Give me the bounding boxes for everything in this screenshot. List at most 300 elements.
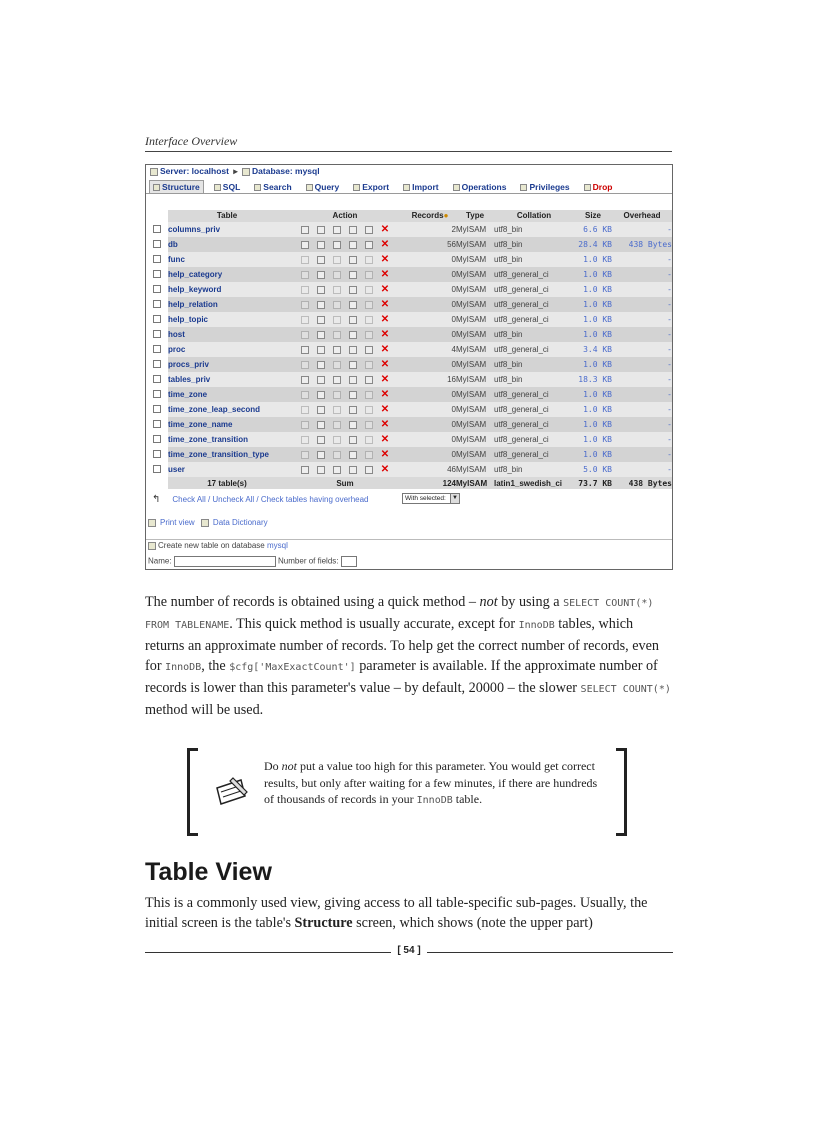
row-actions [286, 282, 404, 297]
collation-cell: utf8_general_ci [494, 312, 574, 327]
search-icon[interactable] [333, 361, 341, 369]
records-cell: 16 [404, 372, 456, 387]
row-actions [286, 372, 404, 387]
row-actions [286, 222, 404, 237]
row-checkbox[interactable] [153, 345, 161, 353]
row-checkbox[interactable] [153, 285, 161, 293]
records-cell: 4 [404, 342, 456, 357]
size-cell[interactable]: 5.0 KB [574, 462, 612, 477]
row-actions [286, 387, 404, 402]
col-table[interactable]: Table [168, 210, 286, 222]
table-row [146, 387, 672, 402]
size-cell[interactable]: 1.0 KB [574, 447, 612, 462]
size-cell[interactable]: 1.0 KB [574, 417, 612, 432]
insert-icon[interactable] [349, 421, 357, 429]
size-cell[interactable]: 1.0 KB [574, 297, 612, 312]
collation-cell: utf8_general_ci [494, 297, 574, 312]
type-cell: MyISAM [456, 312, 494, 327]
empty-icon[interactable] [365, 286, 373, 294]
row-actions [286, 417, 404, 432]
help-icon[interactable]: ● [443, 211, 449, 220]
structure-icon[interactable] [317, 241, 325, 249]
browse-icon[interactable] [301, 436, 309, 444]
drop-icon[interactable]: ✕ [380, 358, 390, 370]
empty-icon[interactable] [365, 256, 373, 264]
collation-cell: utf8_general_ci [494, 432, 574, 447]
search-icon[interactable] [333, 331, 341, 339]
overhead-cell: - [612, 282, 672, 297]
type-cell: MyISAM [456, 282, 494, 297]
name-label: Name: [148, 556, 172, 566]
utility-links [148, 518, 272, 527]
breadcrumb-separator-icon: ▸ [233, 166, 238, 176]
size-cell[interactable]: 1.0 KB [574, 267, 612, 282]
table-name-link[interactable]: proc [168, 342, 286, 357]
row-checkbox[interactable] [153, 375, 161, 383]
tables-list [146, 210, 672, 489]
dictionary-icon [201, 519, 209, 527]
overhead-cell: - [612, 342, 672, 357]
note-box [187, 748, 627, 834]
table-row [146, 222, 672, 237]
col-records: Records● [404, 210, 456, 222]
row-checkbox[interactable] [153, 465, 161, 473]
browse-icon[interactable] [301, 256, 309, 264]
col-size: Size [574, 210, 612, 222]
insert-icon[interactable] [349, 316, 357, 324]
insert-icon[interactable] [349, 256, 357, 264]
tab-sql[interactable]: SQL [210, 180, 244, 193]
type-cell: MyISAM [456, 372, 494, 387]
overhead-cell: 438 Bytes [612, 237, 672, 252]
create-table-db[interactable]: mysql [266, 541, 288, 550]
tab-import[interactable]: Import [399, 180, 442, 193]
search-icon[interactable] [333, 466, 341, 474]
structure-icon[interactable] [317, 271, 325, 279]
size-cell[interactable]: 1.0 KB [574, 282, 612, 297]
table-row [146, 432, 672, 447]
structure-icon[interactable] [317, 346, 325, 354]
table-name-link[interactable]: func [168, 252, 286, 267]
row-checkbox[interactable] [153, 390, 161, 398]
search-icon[interactable] [333, 451, 341, 459]
search-icon[interactable] [333, 226, 341, 234]
sum-records: 124 [404, 477, 456, 489]
create-table-fieldset [146, 539, 672, 570]
export-icon [353, 184, 360, 191]
type-cell: MyISAM [456, 327, 494, 342]
overhead-cell: - [612, 252, 672, 267]
browse-icon[interactable] [301, 361, 309, 369]
check-all-links[interactable]: Check All / Uncheck All / Check tables having overhead [172, 495, 369, 504]
note-pencil-icon [211, 772, 249, 808]
empty-icon[interactable] [365, 451, 373, 459]
insert-icon[interactable] [349, 286, 357, 294]
sql-icon [214, 184, 221, 191]
overhead-cell: - [612, 402, 672, 417]
row-actions [286, 342, 404, 357]
size-cell[interactable]: 1.0 KB [574, 387, 612, 402]
table-name-link[interactable]: time_zone_transition [168, 432, 286, 447]
empty-icon[interactable] [365, 376, 373, 384]
drop-icon[interactable]: ✕ [380, 433, 390, 445]
drop-icon[interactable]: ✕ [380, 343, 390, 355]
collation-cell: utf8_general_ci [494, 402, 574, 417]
structure-icon[interactable] [317, 451, 325, 459]
row-actions [286, 312, 404, 327]
drop-icon[interactable]: ✕ [380, 403, 390, 415]
table-row [146, 462, 672, 477]
table-name-link[interactable]: help_relation [168, 297, 286, 312]
table-name-link[interactable]: db [168, 237, 286, 252]
insert-icon[interactable] [349, 361, 357, 369]
size-cell[interactable]: 18.3 KB [574, 372, 612, 387]
row-checkbox[interactable] [153, 450, 161, 458]
type-cell: MyISAM [456, 252, 494, 267]
empty-icon[interactable] [365, 226, 373, 234]
insert-icon[interactable] [349, 241, 357, 249]
structure-icon[interactable] [317, 316, 325, 324]
breadcrumb-database[interactable]: Database: mysql [252, 166, 320, 176]
table-count: 17 table(s) [168, 477, 286, 489]
note-text: Do not put a value too high for this parameter. You would get correct results, but only after waiting for a few minutes, if there are hundreds of thousands of records in your InnoDB table. [264, 759, 598, 806]
drop-icon[interactable]: ✕ [380, 298, 390, 310]
table-row [146, 402, 672, 417]
structure-icon[interactable] [317, 286, 325, 294]
records-cell: 0 [404, 387, 456, 402]
browse-icon[interactable] [301, 376, 309, 384]
sum-overhead: 438 Bytes [612, 477, 672, 489]
table-name-input[interactable] [174, 556, 276, 567]
collation-cell: utf8_general_ci [494, 282, 574, 297]
browse-icon[interactable] [301, 451, 309, 459]
empty-icon[interactable] [365, 271, 373, 279]
drop-icon[interactable]: ✕ [380, 253, 390, 265]
table-name-link[interactable]: tables_priv [168, 372, 286, 387]
overhead-cell: - [612, 432, 672, 447]
row-actions [286, 237, 404, 252]
insert-icon[interactable] [349, 451, 357, 459]
overhead-cell: - [612, 267, 672, 282]
overhead-cell: - [612, 372, 672, 387]
row-actions [286, 267, 404, 282]
table-name-link[interactable]: time_zone [168, 387, 286, 402]
empty-icon[interactable] [365, 346, 373, 354]
type-cell: MyISAM [456, 222, 494, 237]
structure-icon[interactable] [317, 361, 325, 369]
overhead-cell: - [612, 387, 672, 402]
insert-icon[interactable] [349, 391, 357, 399]
row-actions [286, 252, 404, 267]
tab-privileges[interactable]: Privileges [516, 180, 573, 193]
search-icon[interactable] [333, 256, 341, 264]
table-name-link[interactable]: user [168, 462, 286, 477]
overhead-cell: - [612, 357, 672, 372]
empty-icon[interactable] [365, 421, 373, 429]
row-checkbox[interactable] [153, 330, 161, 338]
table-name-link[interactable]: time_zone_leap_second [168, 402, 286, 417]
structure-icon[interactable] [317, 226, 325, 234]
records-cell: 0 [404, 282, 456, 297]
browse-icon[interactable] [301, 406, 309, 414]
drop-icon[interactable]: ✕ [380, 448, 390, 460]
records-cell: 0 [404, 252, 456, 267]
browse-icon[interactable] [301, 271, 309, 279]
structure-icon[interactable] [317, 391, 325, 399]
row-actions [286, 402, 404, 417]
table-row [146, 447, 672, 462]
row-checkbox[interactable] [153, 300, 161, 308]
structure-icon[interactable] [317, 331, 325, 339]
type-cell: MyISAM [456, 237, 494, 252]
size-cell[interactable]: 1.0 KB [574, 327, 612, 342]
fields-count-input[interactable] [341, 556, 357, 567]
server-icon [150, 168, 158, 176]
collation-cell: utf8_bin [494, 327, 574, 342]
arrow-up-icon: ↰ [152, 494, 161, 505]
type-cell: MyISAM [456, 432, 494, 447]
row-checkbox[interactable] [153, 435, 161, 443]
search-icon[interactable] [333, 286, 341, 294]
print-view-link[interactable]: Print view [160, 518, 195, 527]
insert-icon[interactable] [349, 271, 357, 279]
drop-icon[interactable]: ✕ [380, 223, 390, 235]
row-checkbox[interactable] [153, 315, 161, 323]
browse-icon[interactable] [301, 286, 309, 294]
row-checkbox[interactable] [153, 270, 161, 278]
table-name-link[interactable]: time_zone_transition_type [168, 447, 286, 462]
search-icon [254, 184, 261, 191]
type-cell: MyISAM [456, 417, 494, 432]
table-row [146, 342, 672, 357]
records-cell: 0 [404, 267, 456, 282]
tab-query[interactable]: Query [302, 180, 344, 193]
row-actions [286, 357, 404, 372]
size-cell[interactable]: 1.0 KB [574, 357, 612, 372]
phpmyadmin-screenshot [145, 164, 673, 570]
type-cell: MyISAM [456, 357, 494, 372]
drop-icon[interactable]: ✕ [380, 268, 390, 280]
running-header: Interface Overview [145, 134, 672, 152]
search-icon[interactable] [333, 391, 341, 399]
query-icon [306, 184, 313, 191]
new-table-icon [148, 542, 156, 550]
table-row [146, 357, 672, 372]
search-icon[interactable] [333, 301, 341, 309]
size-cell[interactable]: 1.0 KB [574, 432, 612, 447]
table-row [146, 297, 672, 312]
section-heading: Table View [145, 858, 272, 886]
data-dictionary-link[interactable]: Data Dictionary [212, 518, 268, 527]
browse-icon[interactable] [301, 316, 309, 324]
structure-icon[interactable] [317, 301, 325, 309]
size-cell[interactable]: 3.4 KB [574, 342, 612, 357]
search-icon[interactable] [333, 346, 341, 354]
operations-icon [453, 184, 460, 191]
empty-icon[interactable] [365, 241, 373, 249]
records-cell: 0 [404, 327, 456, 342]
search-icon[interactable] [333, 376, 341, 384]
structure-icon[interactable] [317, 406, 325, 414]
table-name-link[interactable]: help_keyword [168, 282, 286, 297]
table-row [146, 327, 672, 342]
drop-icon[interactable]: ✕ [380, 328, 390, 340]
records-cell: 46 [404, 462, 456, 477]
drop-icon[interactable]: ✕ [380, 373, 390, 385]
check-links [152, 494, 369, 505]
row-actions [286, 297, 404, 312]
row-checkbox[interactable] [153, 405, 161, 413]
table-row [146, 267, 672, 282]
records-cell: 0 [404, 357, 456, 372]
overhead-cell: - [612, 327, 672, 342]
insert-icon[interactable] [349, 301, 357, 309]
tab-bar [146, 178, 672, 194]
browse-icon[interactable] [301, 466, 309, 474]
insert-icon[interactable] [349, 346, 357, 354]
row-checkbox[interactable] [153, 225, 161, 233]
breadcrumb-server[interactable]: Server: localhost [160, 166, 229, 176]
import-icon [403, 184, 410, 191]
drop-icon[interactable]: ✕ [380, 283, 390, 295]
records-cell: 0 [404, 447, 456, 462]
insert-icon[interactable] [349, 436, 357, 444]
page-footer [145, 945, 673, 959]
records-cell: 0 [404, 402, 456, 417]
drop-icon[interactable]: ✕ [380, 238, 390, 250]
size-cell[interactable]: 28.4 KB [574, 237, 612, 252]
paragraph-records: The number of records is obtained using a quick method – not by using a SELECT COUNT(*) FROM TABLENAME. This quick method is usually accurate, except for InnoDB tables, which returns an approximate number of records. To help get the correct number of records, even for InnoDB, the $cfg['MaxExactCount'] parameter is available. If the approximate number of records is lower than this parameter's value – by default, 20000 – the slower SELECT COUNT(*) method will be used. [145, 594, 671, 718]
row-checkbox[interactable] [153, 360, 161, 368]
search-icon[interactable] [333, 406, 341, 414]
collation-cell: utf8_bin [494, 237, 574, 252]
records-cell: 56 [404, 237, 456, 252]
empty-icon[interactable] [365, 406, 373, 414]
records-cell: 0 [404, 417, 456, 432]
table-name-link[interactable]: host [168, 327, 286, 342]
insert-icon[interactable] [349, 406, 357, 414]
sum-type: MyISAM [456, 477, 494, 489]
structure-icon[interactable] [317, 436, 325, 444]
browse-icon[interactable] [301, 391, 309, 399]
summary-row [146, 477, 672, 489]
row-actions [286, 447, 404, 462]
insert-icon[interactable] [349, 466, 357, 474]
browse-icon[interactable] [301, 421, 309, 429]
row-actions [286, 432, 404, 447]
chevron-down-icon: ▼ [450, 494, 459, 503]
collation-cell: utf8_bin [494, 222, 574, 237]
search-icon[interactable] [333, 271, 341, 279]
structure-icon[interactable] [317, 256, 325, 264]
drop-icon[interactable]: ✕ [380, 463, 390, 475]
table-name-link[interactable]: help_category [168, 267, 286, 282]
collation-cell: utf8_general_ci [494, 417, 574, 432]
insert-icon[interactable] [349, 226, 357, 234]
browse-icon[interactable] [301, 346, 309, 354]
browse-icon[interactable] [301, 241, 309, 249]
overhead-cell: - [612, 462, 672, 477]
create-table-label: Create new table on database [158, 541, 265, 550]
tab-structure[interactable]: Structure [149, 180, 204, 193]
type-cell: MyISAM [456, 342, 494, 357]
sum-size: 73.7 KB [574, 477, 612, 489]
table-name-link[interactable]: columns_priv [168, 222, 286, 237]
tab-drop[interactable]: Drop [580, 180, 617, 193]
insert-icon[interactable] [349, 331, 357, 339]
size-cell[interactable]: 1.0 KB [574, 312, 612, 327]
insert-icon[interactable] [349, 376, 357, 384]
table-name-link[interactable]: help_topic [168, 312, 286, 327]
sum-collation: latin1_swedish_ci [494, 477, 574, 489]
type-cell: MyISAM [456, 462, 494, 477]
drop-icon[interactable]: ✕ [380, 418, 390, 430]
table-row [146, 237, 672, 252]
with-selected-select[interactable]: With selected: ▼ [402, 493, 460, 504]
col-collation: Collation [494, 210, 574, 222]
table-row [146, 312, 672, 327]
search-icon[interactable] [333, 436, 341, 444]
overhead-cell: - [612, 447, 672, 462]
tab-operations[interactable]: Operations [449, 180, 511, 193]
size-cell[interactable]: 1.0 KB [574, 252, 612, 267]
empty-icon[interactable] [365, 361, 373, 369]
browse-icon[interactable] [301, 226, 309, 234]
search-icon[interactable] [333, 421, 341, 429]
search-icon[interactable] [333, 316, 341, 324]
row-actions [286, 327, 404, 342]
size-cell[interactable]: 6.6 KB [574, 222, 612, 237]
col-action: Action [286, 210, 404, 222]
table-row [146, 372, 672, 387]
row-actions [286, 462, 404, 477]
print-icon [148, 519, 156, 527]
type-cell: MyISAM [456, 267, 494, 282]
empty-icon[interactable] [365, 301, 373, 309]
empty-icon[interactable] [365, 466, 373, 474]
structure-icon[interactable] [317, 466, 325, 474]
drop-icon [584, 184, 591, 191]
browse-icon[interactable] [301, 331, 309, 339]
empty-icon[interactable] [365, 436, 373, 444]
structure-icon[interactable] [317, 376, 325, 384]
table-name-link[interactable]: procs_priv [168, 357, 286, 372]
search-icon[interactable] [333, 241, 341, 249]
collation-cell: utf8_bin [494, 357, 574, 372]
col-overhead: Overhead [612, 210, 672, 222]
tab-export[interactable]: Export [349, 180, 393, 193]
browse-icon[interactable] [301, 301, 309, 309]
row-checkbox[interactable] [153, 240, 161, 248]
records-cell: 0 [404, 312, 456, 327]
empty-icon[interactable] [365, 316, 373, 324]
tab-search[interactable]: Search [250, 180, 295, 193]
table-row [146, 417, 672, 432]
type-cell: MyISAM [456, 402, 494, 417]
collation-cell: utf8_general_ci [494, 342, 574, 357]
table-name-link[interactable]: time_zone_name [168, 417, 286, 432]
empty-icon[interactable] [365, 331, 373, 339]
row-checkbox[interactable] [153, 255, 161, 263]
structure-icon[interactable] [317, 421, 325, 429]
size-cell[interactable]: 1.0 KB [574, 402, 612, 417]
row-checkbox[interactable] [153, 420, 161, 428]
empty-icon[interactable] [365, 391, 373, 399]
collation-cell: utf8_bin [494, 462, 574, 477]
drop-icon[interactable]: ✕ [380, 388, 390, 400]
drop-icon[interactable]: ✕ [380, 313, 390, 325]
breadcrumb [146, 165, 672, 178]
